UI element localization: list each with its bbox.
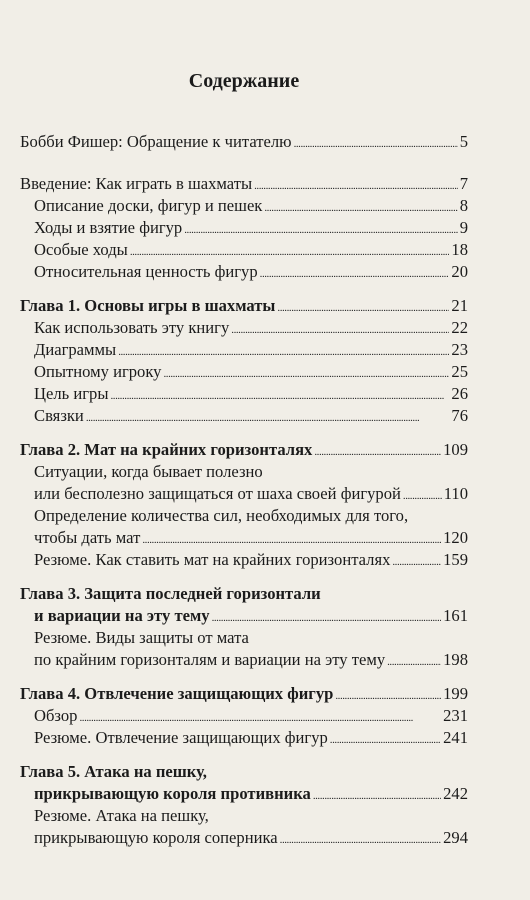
entry-title-line: Резюме. Атака на пешку, (34, 806, 209, 825)
dot-leader (254, 173, 458, 197)
toc-entry (20, 173, 468, 197)
dot-leader (110, 383, 449, 407)
dot-leader (260, 261, 450, 285)
entry-page: 8 (459, 196, 468, 215)
entry-page: 5 (459, 132, 468, 151)
entry-title: Бобби Фишер: Обращение к читателю (20, 132, 292, 151)
dot-leader (118, 339, 449, 363)
chapter-title: прикрывающую короля противника (34, 784, 311, 803)
dot-leader (277, 295, 449, 319)
toc-entry (34, 361, 468, 385)
entry-title: Обзор (34, 706, 78, 725)
dot-leader (142, 527, 441, 551)
chapter-title: Глава 2. Мат на крайних горизонталях (20, 440, 313, 459)
toc-chapter (20, 761, 468, 807)
entry-title: Как использовать эту книгу (34, 318, 230, 337)
entry-title-line: Ситуации, когда бывает полезно (34, 462, 263, 481)
entry-page: 18 (451, 240, 468, 259)
dot-leader (231, 317, 449, 341)
entry-title: Ходы и взятие фигур (34, 218, 183, 237)
entry-title: по крайним горизонталям и вариации на эту тему (34, 650, 386, 669)
dot-leader (264, 195, 457, 219)
chapter-title-line: Глава 3. Защита последней горизонтали (20, 584, 321, 603)
entry-page: 22 (451, 318, 468, 337)
entry-page: 159 (443, 550, 468, 569)
toc-entry (20, 131, 468, 155)
chapter-title: Глава 4. Отвлечение защищающих фигур (20, 684, 334, 703)
entry-title: Введение: Как играть в шахматы (20, 174, 253, 193)
toc-entry (34, 261, 468, 285)
entry-title: Диаграммы (34, 340, 117, 359)
entry-page: 294 (443, 828, 468, 847)
entry-page: 109 (443, 440, 468, 459)
toc-chapter (20, 583, 468, 629)
toc-entry (34, 405, 468, 429)
entry-page: 161 (443, 606, 468, 625)
entry-title: Цель игры (34, 384, 109, 403)
entry-page: 9 (459, 218, 468, 237)
toc-entry (34, 383, 468, 407)
dot-leader (392, 549, 441, 573)
entry-page: 23 (451, 340, 468, 359)
toc-entry (34, 317, 468, 341)
entry-page: 110 (443, 484, 468, 503)
toc-entry (34, 705, 468, 729)
dot-leader (403, 483, 442, 507)
dot-leader (280, 827, 441, 851)
toc-chapter (20, 439, 468, 463)
dot-leader (314, 439, 441, 463)
entry-title: Резюме. Отвлечение защищающих фигур (34, 728, 328, 747)
entry-page: 120 (443, 528, 468, 547)
dot-leader (212, 605, 442, 629)
entry-title-line: Резюме. Виды защиты от мата (34, 628, 249, 647)
dot-leader (79, 705, 441, 729)
toc-entry (34, 727, 468, 751)
toc-entry (34, 195, 468, 219)
toc-chapter (20, 683, 468, 707)
entry-page: 198 (443, 650, 468, 669)
entry-title: чтобы дать мат (34, 528, 141, 547)
toc-entry (34, 627, 468, 673)
entry-title-line: Определение количества сил, необходимых для того, (34, 506, 409, 525)
toc-entry (34, 239, 468, 263)
entry-page: 26 (451, 384, 468, 403)
entry-title: Описание доски, фигур и пешек (34, 196, 263, 215)
chapter-title: Глава 1. Основы игры в шахматы (20, 296, 276, 315)
dot-leader (335, 683, 441, 707)
dot-leader (130, 239, 450, 263)
chapter-title-line: Глава 5. Атака на пешку, (20, 762, 207, 781)
entry-page: 20 (451, 262, 468, 281)
dot-leader (313, 783, 441, 807)
entry-title: или бесполезно защищаться от шаха своей фигурой (34, 484, 401, 503)
dot-leader (387, 649, 441, 673)
toc-entry (34, 339, 468, 363)
entry-title: прикрывающую короля соперника (34, 828, 278, 847)
entry-title: Особые ходы (34, 240, 128, 259)
toc-entry (34, 805, 468, 851)
entry-title: Связки (34, 406, 84, 425)
entry-page: 7 (459, 174, 468, 193)
chapter-title: и вариации на эту тему (34, 606, 210, 625)
entry-page: 241 (443, 728, 468, 747)
entry-page: 199 (443, 684, 468, 703)
toc-entry (34, 505, 468, 551)
entry-title: Опытному игроку (34, 362, 162, 381)
entry-page: 76 (451, 406, 468, 425)
toc-chapter (20, 295, 468, 319)
toc-entry (34, 461, 468, 507)
dot-leader (184, 217, 457, 241)
dot-leader (86, 405, 450, 429)
dot-leader (330, 727, 441, 751)
entry-page: 25 (451, 362, 468, 381)
toc-entry (34, 549, 468, 573)
entry-title: Относительная ценность фигур (34, 262, 258, 281)
page-title: Содержание (188, 70, 300, 92)
toc-entry (34, 217, 468, 241)
contents-page (20, 0, 468, 900)
entry-page: 21 (451, 296, 468, 315)
dot-leader (294, 131, 458, 155)
entry-title: Резюме. Как ставить мат на крайних горизонталях (34, 550, 391, 569)
entry-page: 231 (443, 706, 468, 725)
dot-leader (163, 361, 449, 385)
entry-page: 242 (443, 784, 468, 803)
